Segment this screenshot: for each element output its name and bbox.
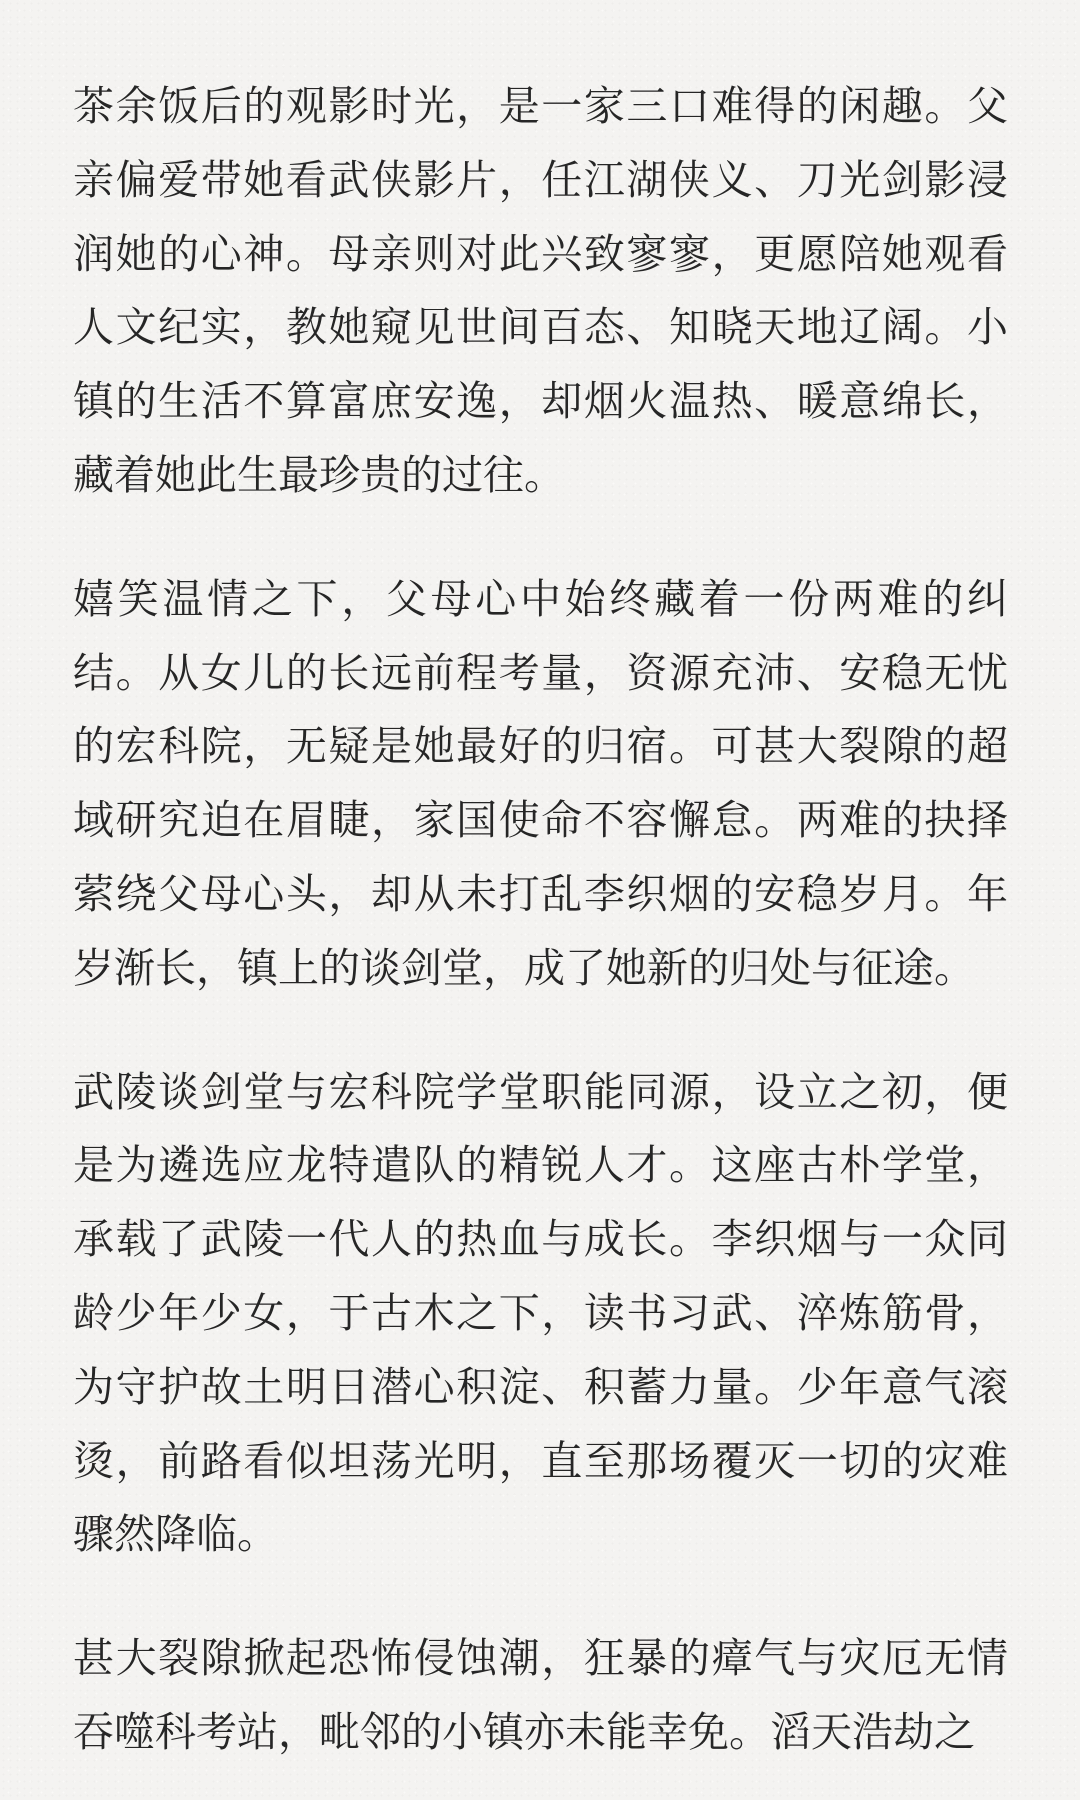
paragraph-1: 茶余饭后的观影时光，是一家三口难得的闲趣。父亲偏爱带她看武侠影片，任江湖侠义、刀光剑影浸润她的心神。母亲则对此兴致寥寥，更愿陪她观看人文纪实，教她窥见世间百态、知晓天地辽阔。小镇的生活不算富庶安逸，却烟火温热、暖意绵长，藏着她此生最珍贵的过往。 [73,82,1008,499]
paragraph-4: 甚大裂隙掀起恐怖侵蚀潮，狂暴的瘴气与灾厄无情吞噬科考站，毗邻的小镇亦未能幸免。滔天浩劫之 [73,1634,1008,1756]
paragraph-2: 嬉笑温情之下，父母心中始终藏着一份两难的纠结。从女儿的长远前程考量，资源充沛、安稳无忧的宏科院，无疑是她最好的归宿。可甚大裂隙的超域研究迫在眉睫，家国使命不容懈怠。两难的抉择萦绕父母心头，却从未打乱李织烟的安稳岁月。年岁渐长，镇上的谈剑堂，成了她新的归处与征途。 [73,574,1008,992]
paragraph-3: 武陵谈剑堂与宏科院学堂职能同源，设立之初，便是为遴选应龙特遣队的精锐人才。这座古朴学堂，承载了武陵一代人的热血与成长。李织烟与一众同龄少年少女，于古木之下，读书习武、淬炼筋骨，为守护故土明日潜心积淀、积蓄力量。少年意气滚烫，前路看似坦荡光明，直至那场覆灭一切的灾难骤然降临。 [73,1067,1008,1559]
